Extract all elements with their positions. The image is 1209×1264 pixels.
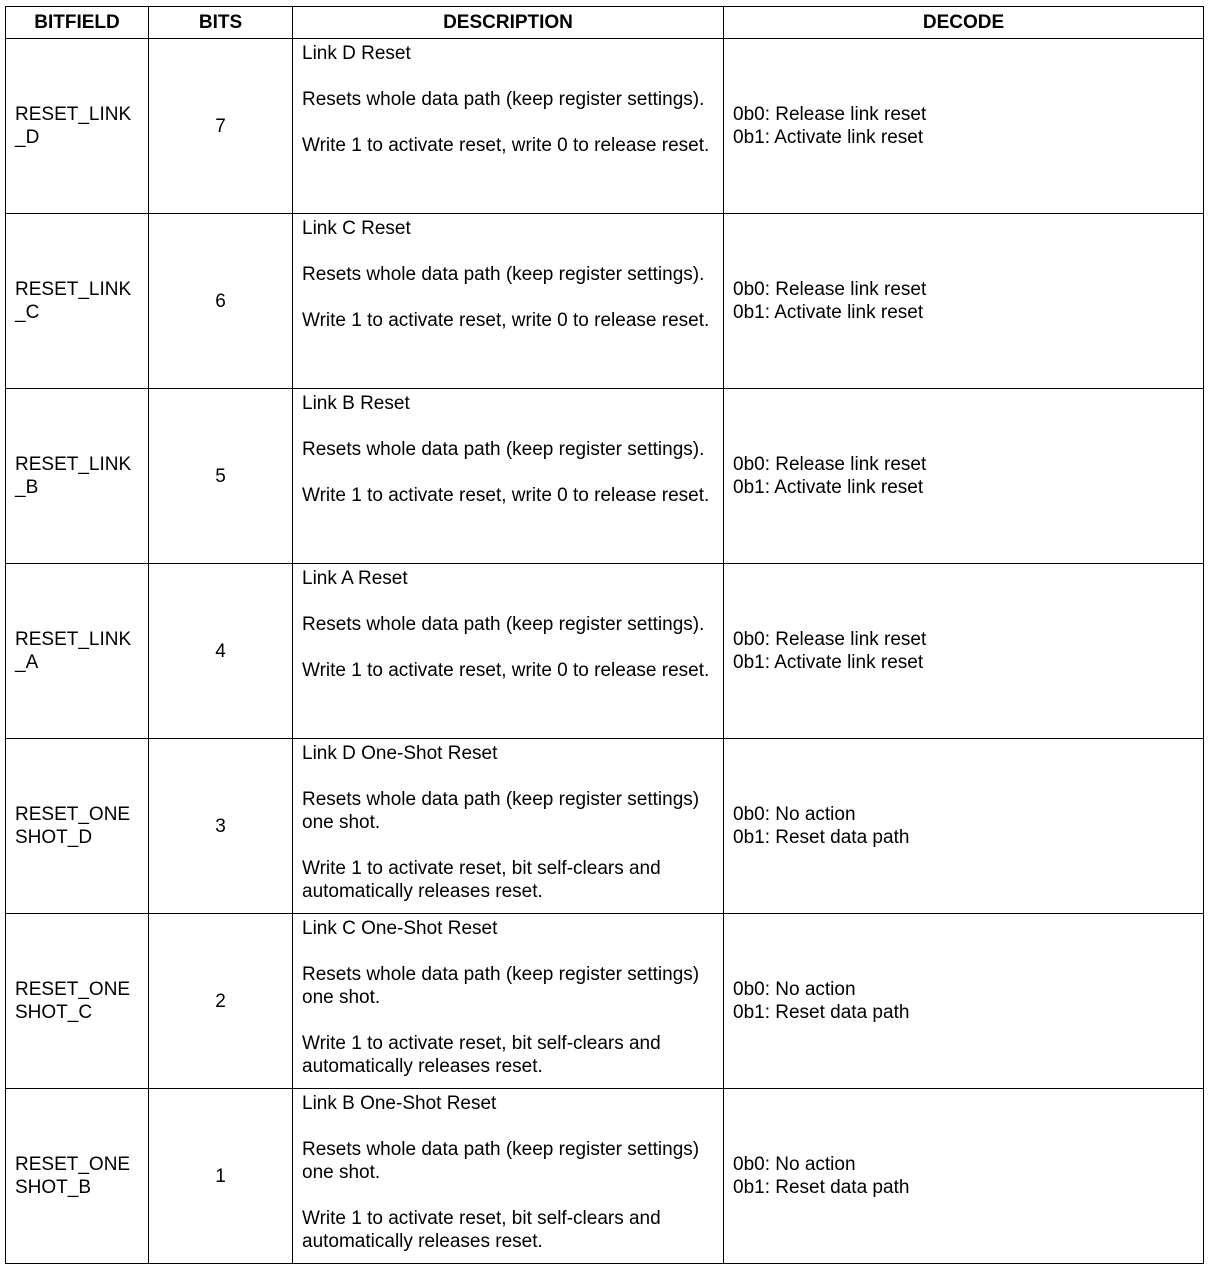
description-body: Resets whole data path (keep register settings) one shot. <box>302 789 700 833</box>
decode-value-0: 0b0: Release link reset <box>733 104 927 125</box>
description-title: Link D Reset <box>302 43 411 64</box>
decode-value-0: 0b0: Release link reset <box>733 279 927 300</box>
header-bits: BITS <box>149 7 293 39</box>
description-cell <box>293 389 724 564</box>
table-row <box>6 214 1204 389</box>
bitfield-name: RESET_ONESHOT_D <box>15 804 131 848</box>
bitfield-name: RESET_LINK_A <box>15 629 132 673</box>
description-cell <box>293 564 724 739</box>
decode-value-0: 0b0: No action <box>733 804 856 825</box>
bit-number: 1 <box>149 1089 293 1264</box>
table-row <box>6 1089 1204 1264</box>
decode-value-1: 0b1: Reset data path <box>733 1002 910 1023</box>
description-body: Resets whole data path (keep register settings). <box>302 89 705 110</box>
decode-cell <box>724 564 1204 739</box>
table-row <box>6 739 1204 914</box>
decode-value-1: 0b1: Activate link reset <box>733 127 924 148</box>
description-cell <box>293 914 724 1089</box>
description-note: Write 1 to activate reset, write 0 to release reset. <box>302 310 710 331</box>
bit-number: 4 <box>149 564 293 739</box>
bitfield-name: RESET_LINK_D <box>15 104 132 148</box>
bit-number: 5 <box>149 389 293 564</box>
table-header-row <box>6 7 1204 39</box>
decode-cell <box>724 1089 1204 1264</box>
bitfield-name: RESET_LINK_B <box>15 454 132 498</box>
header-decode: DECODE <box>724 7 1204 39</box>
bit-number: 3 <box>149 739 293 914</box>
register-bitfield-table <box>5 6 1204 1264</box>
description-cell <box>293 39 724 214</box>
description-note: Write 1 to activate reset, bit self-clears and automatically releases reset. <box>302 1033 661 1077</box>
decode-cell <box>724 739 1204 914</box>
description-note: Write 1 to activate reset, write 0 to release reset. <box>302 660 710 681</box>
decode-value-1: 0b1: Activate link reset <box>733 652 924 673</box>
description-body: Resets whole data path (keep register settings). <box>302 264 705 285</box>
description-body: Resets whole data path (keep register settings) one shot. <box>302 1139 700 1183</box>
description-title: Link C Reset <box>302 218 411 239</box>
bit-number: 7 <box>149 39 293 214</box>
table-body <box>6 39 1204 1264</box>
decode-cell <box>724 39 1204 214</box>
description-title: Link C One-Shot Reset <box>302 918 498 939</box>
decode-value-1: 0b1: Reset data path <box>733 1177 910 1198</box>
decode-cell <box>724 914 1204 1089</box>
table-row <box>6 914 1204 1089</box>
description-title: Link B One-Shot Reset <box>302 1093 497 1114</box>
description-body: Resets whole data path (keep register settings) one shot. <box>302 964 700 1008</box>
header-description: DESCRIPTION <box>293 7 724 39</box>
bit-number: 2 <box>149 914 293 1089</box>
decode-value-0: 0b0: No action <box>733 979 856 1000</box>
decode-value-0: 0b0: Release link reset <box>733 454 927 475</box>
decode-value-0: 0b0: No action <box>733 1154 856 1175</box>
description-body: Resets whole data path (keep register settings). <box>302 614 705 635</box>
description-note: Write 1 to activate reset, bit self-clears and automatically releases reset. <box>302 1208 661 1252</box>
description-cell <box>293 1089 724 1264</box>
description-note: Write 1 to activate reset, bit self-clears and automatically releases reset. <box>302 858 661 902</box>
decode-cell <box>724 389 1204 564</box>
description-cell <box>293 739 724 914</box>
header-bitfield: BITFIELD <box>6 7 149 39</box>
decode-value-1: 0b1: Activate link reset <box>733 302 924 323</box>
bit-number: 6 <box>149 214 293 389</box>
description-note: Write 1 to activate reset, write 0 to release reset. <box>302 485 710 506</box>
decode-value-1: 0b1: Reset data path <box>733 827 910 848</box>
bitfield-name: RESET_LINK_C <box>15 279 132 323</box>
description-title: Link A Reset <box>302 568 408 589</box>
table-row <box>6 564 1204 739</box>
decode-value-0: 0b0: Release link reset <box>733 629 927 650</box>
description-body: Resets whole data path (keep register settings). <box>302 439 705 460</box>
bitfield-name: RESET_ONESHOT_C <box>15 979 131 1023</box>
table-row <box>6 39 1204 214</box>
bitfield-name: RESET_ONESHOT_B <box>15 1154 131 1198</box>
table-row <box>6 389 1204 564</box>
decode-value-1: 0b1: Activate link reset <box>733 477 924 498</box>
decode-cell <box>724 214 1204 389</box>
description-title: Link D One-Shot Reset <box>302 743 498 764</box>
description-title: Link B Reset <box>302 393 410 414</box>
description-note: Write 1 to activate reset, write 0 to release reset. <box>302 135 710 156</box>
description-cell <box>293 214 724 389</box>
